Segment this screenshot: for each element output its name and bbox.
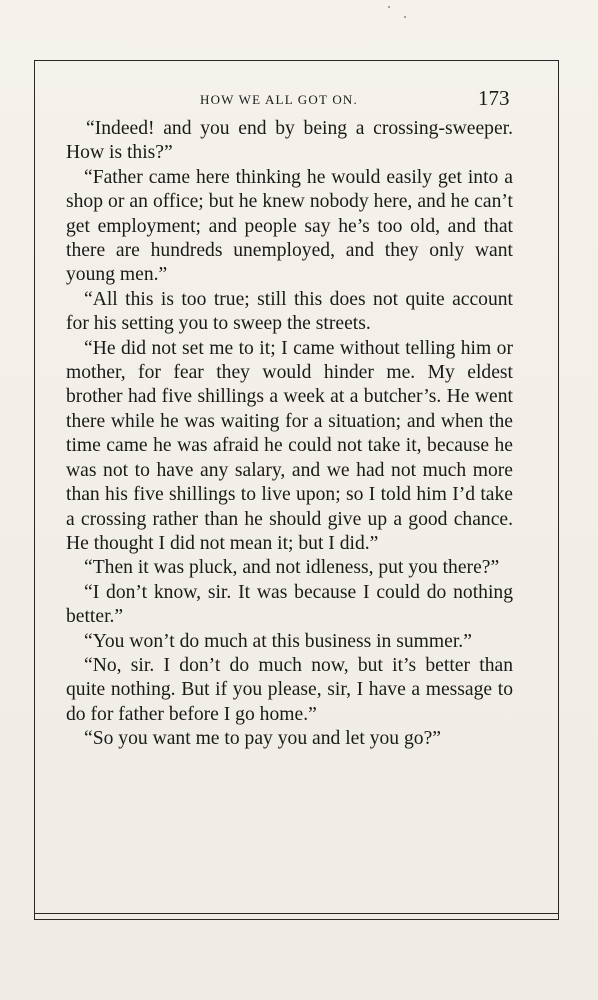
paragraph: “So you want me to pay you and let you go?” (84, 728, 441, 750)
paragraph: “No, sir. I don’t do much now, but it’s better than quite nothing. But if you please, sir, I have a message to do for father before I go home.” (66, 654, 513, 725)
paragraph: “Indeed! and you end by being a crossing-sweeper. How is this?” (66, 118, 513, 164)
paragraph: “All this is too true; still this does not quite account for his setting you to sweep the streets. (66, 288, 513, 335)
bottom-rule (34, 913, 559, 914)
paragraph: “You won’t do much at this business in summer.” (84, 630, 472, 652)
paragraph: “Then it was pluck, and not idleness, put you there?” (84, 557, 500, 579)
page-number: 173 (478, 86, 510, 110)
running-title: HOW WE ALL GOT ON. (200, 92, 358, 107)
paragraph: “He did not set me to it; I came without telling him or mother, for fear they would hinder me. My eldest brother had five shillings a week at a butcher’s. He went there while he was waiting for a situation; and when the time came he was afraid he could not take it, because he was not to have any salary, and we had not much more than his five shillings to live upon; so I told him I’d take a crossing rather than he should give up a good chance. He thought I did not mean it; but I did.” (66, 337, 513, 554)
paper-speck (404, 16, 406, 18)
paper-speck (388, 6, 390, 8)
paragraph: “I don’t know, sir. It was because I could do nothing better.” (66, 581, 513, 628)
body-text (66, 117, 513, 752)
paragraph: “Father came here thinking he would easily get into a shop or an office; but he knew nobody here, and he can’t get employment; and people say he’s too old, and that there are hundreds unemployed, and they only want young men.” (66, 166, 513, 286)
